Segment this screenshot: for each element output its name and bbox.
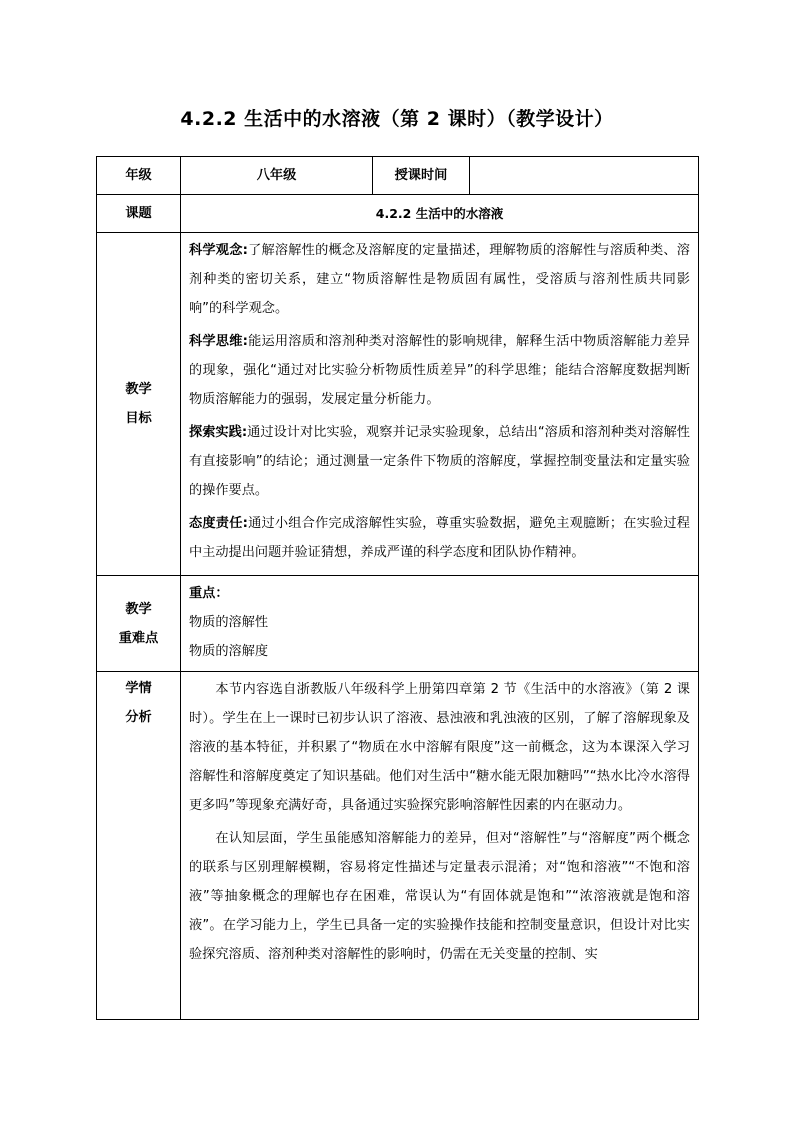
grade-row [97, 157, 699, 195]
grade-value: 八年级 [181, 157, 373, 195]
key-point-item: 物质的溶解性 [189, 615, 269, 630]
objective-text: 能运用溶质和溶剂种类对溶解性的影响规律，解释生活中物质溶解能力差异的现象，强化“通过对比实验分析物质性质差异”的科学思维；能结合溶解度数据判断物质溶解能力的强弱，发展定量分析能力。 [189, 334, 690, 407]
topic-value: 4.2.2 生活中的水溶液 [181, 195, 699, 233]
analysis-label [97, 672, 181, 1020]
time-label: 授课时间 [373, 157, 470, 195]
objective-item [189, 509, 690, 567]
objectives-label [97, 233, 181, 576]
analysis-label-line2: 分析 [125, 710, 152, 725]
topic-row [97, 195, 699, 233]
lesson-plan-table [96, 156, 699, 1020]
objectives-row [97, 233, 699, 576]
objective-text: 了解溶解性的概念及溶解度的定量描述，理解物质的溶解性与溶质种类、溶剂种类的密切关系，建立“物质溶解性是物质固有属性，受溶质与溶剂性质共同影响”的科学观念。 [189, 243, 690, 316]
objective-heading: 探索实践: [189, 425, 248, 440]
analysis-paragraph: 本节内容选自浙教版八年级科学上册第四章第 2 节《生活中的水溶液》（第 2 课时）。学生在上一课时已初步认识了溶液、悬浊液和乳浊液的区别，了解了溶解现象及溶液的基本特征，并积累了“物质在水中溶解有限度”这一前概念，这为本课深入学习溶解性和溶解度奠定了知识基础。他们对生活中“糖水能无限加糖吗”“热水比冷水溶得更多吗”等现象充满好奇，具备通过实验探究影响溶解性因素的内在驱动力。 [189, 682, 690, 813]
key-points-label-line2: 重难点 [118, 630, 159, 646]
key-points-heading: 重点： [189, 586, 229, 601]
objective-heading: 态度责任: [189, 516, 248, 531]
objectives-content [181, 233, 699, 576]
objectives-label-line1: 教学 [125, 382, 152, 397]
objective-heading: 科学思维: [189, 334, 248, 349]
objective-text: 通过小组合作完成溶解性实验，尊重实验数据，避免主观臆断；在实验过程中主动提出问题并验证猜想，养成严谨的科学态度和团队协作精神。 [189, 516, 690, 560]
objectives-label-line2: 目标 [125, 411, 152, 426]
key-point-item: 物质的溶解度 [189, 644, 269, 659]
analysis-row [97, 672, 699, 1020]
key-points-row [97, 576, 699, 672]
grade-label: 年级 [97, 157, 181, 195]
analysis-paragraph: 在认知层面，学生虽能感知溶解能力的差异，但对“溶解性”与“溶解度”两个概念的联系与区别理解模糊，容易将定性描述与定量表示混淆；对“饱和溶液”“不饱和溶液”等抽象概念的理解也存在困难，常误认为“有固体就是饱和”“浓溶液就是饱和溶液”。在学习能力上，学生已具备一定的实验操作技能和控制变量意识，但设计对比实验探究溶质、溶剂种类对溶解性的影响时，仍需在无关变量的控制、实 [189, 831, 690, 962]
objective-item [189, 236, 690, 323]
time-value [470, 157, 699, 195]
key-points-label-line1: 教学 [125, 601, 152, 617]
key-points-label [97, 576, 181, 672]
key-points-content [181, 576, 699, 672]
objective-item [189, 327, 690, 414]
analysis-content [181, 672, 699, 1020]
objective-text: 通过设计对比实验，观察并记录实验现象，总结出“溶质和溶剂种类对溶解性有直接影响”的结论；通过测量一定条件下物质的溶解度，掌握控制变量法和定量实验的操作要点。 [189, 425, 690, 498]
objective-item [189, 418, 690, 505]
objective-heading: 科学观念: [189, 243, 248, 258]
page-title: 4.2.2 生活中的水溶液（第 2 课时）（教学设计） [180, 108, 614, 130]
analysis-label-line1: 学情 [125, 681, 152, 696]
topic-label: 课题 [97, 195, 181, 233]
